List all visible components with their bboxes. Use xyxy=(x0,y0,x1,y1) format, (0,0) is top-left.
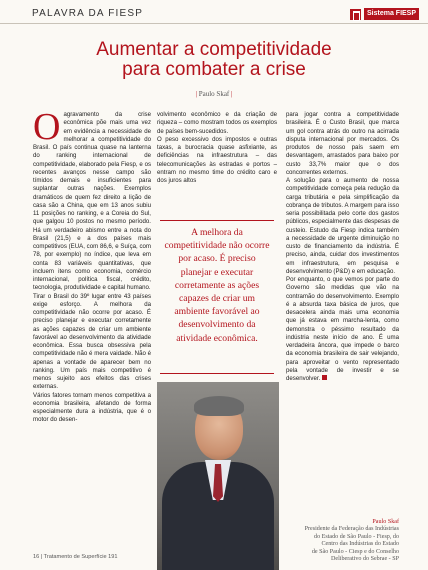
paragraph: O peso excessivo dos impostos e outras taxas, a burocracia quase asfixiante, as deficiências na infraestrutura – das telecomunicações às estradas e portos – entram no mesmo time do crédito caro e dos juros altos xyxy=(157,135,277,184)
author-photo xyxy=(157,382,279,570)
signature-line: de São Paulo - Ciesp e do Conselho xyxy=(311,548,399,555)
paragraph: volvimento econômico e da criação de riqueza – como mostram todos os exemplos de países bem-sucedidos. xyxy=(157,111,277,135)
pullquote: A melhora da competitividade não ocorre por acaso. É preciso planejar e executar corretamente as ações capazes de criar um ambiente favorável ao desenvolvimento da atividade econômica. xyxy=(164,227,270,344)
page-footer: 16 | Tratamento de Superfície 191 xyxy=(33,554,118,560)
byline-author: Paulo Skaf xyxy=(198,90,230,98)
pullquote-rule-bottom xyxy=(160,373,274,374)
pullquote-rule-top xyxy=(160,220,274,221)
signature-line: Centro das Indústrias do Estado xyxy=(321,541,399,548)
signature-line: Presidente da Federação das Indústrias xyxy=(304,526,399,533)
column-2 xyxy=(157,111,277,185)
header-divider xyxy=(0,23,428,24)
paragraph: A solução para o aumento de nossa competitividade começa pela redução da carga tributária e pela simplificação da cobrança de tributos. A margem para isso seria possibilitada pelo corte dos gastos públicos, especialmente das despesas de custeio. Estudo da Fiesp indica também a necessidade de urgente diminuição no custo de financiamento da indústria. É preciso, ainda, cuidar dos investimentos em infraestrutura, em pesquisa e desenvolvimento (P&D) e em educação. xyxy=(286,177,399,275)
title-line-1: Aumentar a competitividade xyxy=(96,39,332,60)
title-line-2: para combater a crise xyxy=(122,59,306,80)
paragraph: Tirar o Brasil do 39º lugar entre 43 países exige esforço. A melhora da competitividade não ocorre por acaso. É preciso planejar e executar corretamente as ações capazes de criar um ambiente favorável ao desenvolvimento da atividade econômica. Essa busca obsessiva pela competitividade não é mera vaidade. Não é apenas a vontade de aparecer bem no ranking. Um país mais competitivo é menos sujeito aos efeitos das crises externas. xyxy=(33,292,151,391)
section-title: PALAVRA DA FIESP xyxy=(32,8,144,19)
paragraph: para jogar contra a competitividade brasileira. É o Custo Brasil, que marca um gol contra atrás do outro na acirrada disputa internacional por mercados. Os produtos de nosso país saem em desvantagem, arrastados para baixo por custo 33,7% maior que o dos concorrentes externos. xyxy=(286,111,399,176)
end-mark-icon xyxy=(322,375,327,380)
column-1 xyxy=(33,106,151,560)
signature-line: Deliberativo do Sebrae - SP xyxy=(330,556,399,563)
page-header xyxy=(0,0,428,22)
signature-line: do Estado de São Paulo - Fiesp, do xyxy=(314,533,399,540)
paragraph: Por enquanto, o que vemos por parte do Governo são medidas que vão na contramão do desenvolvimento. Exemplo é a absurda taxa básica de juros, que desacelera ainda mais uma economia que já estava em marcha-lenta, como demonstra o péssimo resultado da indústria neste início de ano. É uma verdadeira âncora, que impede o barco da economia brasileira de sair velejando, para aproveitar o vento representado pela vontade de investir e se desenvolver. xyxy=(286,276,399,382)
paragraph: Vários fatores tornam menos competitiva a economia brasileira, afetando de forma especialmente dura a indústria, que é o motor do desen- xyxy=(33,391,151,424)
logo-text: Sistema FIESP xyxy=(364,8,419,20)
fiesp-logo xyxy=(350,7,424,21)
byline: | Paulo Skaf | xyxy=(195,90,233,98)
article-title xyxy=(40,40,388,80)
paragraph: agravamento da crise econômica põe mais uma vez em evidência a necessidade de melhorar a competitividade do Brasil. O país continua quase na lanterna do ranking internacional de competitividade, elaborado pela Fiesp, e os recentes avanços nesse campo são tímidos demais e insuficientes para suplantar outras nações. Exemplos dramáticos de quem fez direito a lição de casa são a China, que em 13 anos subiu 11 posições no ranking, e a Coreia do Sul, que galgou 10 postos no mesmo período. Há um verdadeiro abismo entre a nota do Brasil (21,5) e a dos países mais competitivos (EUA, com 86,6, e Suíça, com 78, por exemplo) no índice, que leva em conta 83 variáveis quantitativas, que incluem itens como economia, comércio internacional, política fiscal, crédito, tecnologia, produtividade e capital humano. xyxy=(33,111,151,292)
column-3 xyxy=(286,111,399,383)
fiesp-emblem-icon xyxy=(350,9,361,20)
signature-block xyxy=(286,519,399,563)
signature-name: Paulo Skaf xyxy=(372,519,399,525)
drop-cap: O xyxy=(33,106,61,148)
